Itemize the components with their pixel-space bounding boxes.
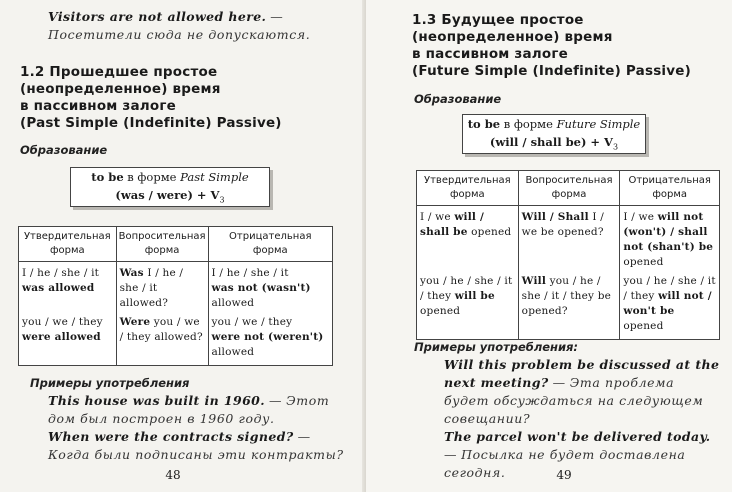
- formula-paren: (was / were) + V: [115, 188, 220, 202]
- cell-text: I / he / she / it: [211, 267, 289, 279]
- cell-text: opened: [420, 305, 461, 317]
- cell-text: allowed: [211, 346, 255, 358]
- cell-text: were allowed: [22, 331, 101, 343]
- cell-text: I / we: [420, 211, 451, 223]
- formula-aux: to be: [467, 117, 501, 131]
- cell-text: (won't) / shall not (shan't) be: [623, 226, 714, 253]
- top-example-en: Visitors are not allowed here.: [48, 9, 267, 24]
- heading-line-2: (неопределенное) время: [412, 29, 613, 45]
- formation-label: Образование: [20, 143, 108, 157]
- cell-text: will not: [657, 211, 704, 223]
- section-1-3-heading: [412, 12, 722, 80]
- formation-label: Образование: [414, 92, 502, 106]
- example-ru: Эта проблема будет обсуждаться на следующем совещании?: [444, 375, 704, 426]
- cell-text: Will / Shall: [521, 211, 589, 223]
- heading-line-4: (Future Simple (Indefinite) Passive): [412, 63, 691, 79]
- cell-text: I / he / she / it: [22, 267, 100, 279]
- top-example: [48, 8, 348, 44]
- example-item: When were the contracts signed? — Когда были подписаны эти контракты?: [48, 429, 344, 462]
- cell-text: I / we be opened?: [521, 211, 604, 238]
- cell-text: I / he / she / it allowed?: [119, 267, 184, 309]
- header-negative: Отрицательная форма: [620, 171, 720, 206]
- cell-text: opened: [471, 226, 512, 238]
- cell-text: will not / won't be: [623, 290, 712, 317]
- header-negative: Отрицательная форма: [208, 227, 332, 262]
- formula-box: [70, 167, 270, 207]
- example-en: The parcel won't be delivered today.: [444, 429, 711, 444]
- formula-tense: Future Simple: [556, 117, 641, 131]
- cell-text: you / we / they allowed?: [119, 316, 203, 343]
- example-ru: Посылка не будет доставлена сегодня.: [444, 447, 686, 480]
- cell-text: opened: [623, 320, 664, 332]
- cell-text: Will: [521, 275, 547, 287]
- cell-text: will /: [454, 211, 485, 223]
- cell-text: shall be: [420, 226, 468, 238]
- cell-text: you / we / they: [211, 316, 293, 328]
- formula-in-form: в форме: [127, 170, 177, 184]
- section-1-2-heading: [20, 64, 350, 132]
- example-en: Will this problem be discussed at the next meeting?: [444, 357, 720, 390]
- right-page: [366, 0, 732, 492]
- cell-text: will be: [454, 290, 495, 302]
- heading-line-1: 1.2 Прошедшее простое: [20, 64, 218, 80]
- cell-text: you / he / she / it / they: [420, 275, 513, 302]
- cell-text: I / we: [623, 211, 655, 223]
- heading-line-4: (Past Simple (Indefinite) Passive): [20, 115, 282, 131]
- formula-tense: Past Simple: [180, 170, 249, 184]
- heading-line-3: в пассивном залоге: [20, 98, 176, 114]
- formula-in-form: в форме: [503, 117, 553, 131]
- header-affirmative: Утвердительная форма: [19, 227, 117, 262]
- page-number: 49: [556, 468, 572, 482]
- cell-text: was allowed: [22, 282, 95, 294]
- cell-text: allowed: [211, 297, 255, 309]
- cell-text: opened: [623, 256, 664, 268]
- example-item: The parcel won't be delivered today. — Посылка не будет доставлена сегодня.: [444, 429, 711, 480]
- usage-examples: [48, 392, 348, 464]
- formula-sub: 3: [612, 142, 619, 152]
- example-en: When were the contracts signed?: [48, 429, 294, 444]
- formula-aux: to be: [91, 170, 124, 184]
- future-simple-table: [416, 170, 720, 340]
- cell-text: were not (weren't): [211, 331, 324, 343]
- cell-text: Were: [119, 316, 151, 328]
- top-example-dash: —: [270, 9, 284, 24]
- heading-line-1: 1.3 Будущее простое: [412, 12, 584, 28]
- heading-line-2: (неопределенное) время: [20, 81, 221, 97]
- example-ru: Когда были подписаны эти контракты?: [48, 447, 344, 462]
- top-example-ru: Посетители сюда не допускаются.: [48, 27, 311, 42]
- header-interrogative: Вопросительная форма: [116, 227, 208, 262]
- cell-text: you / he / she / it / they: [623, 275, 716, 302]
- formula-paren: (will / shall be) + V: [489, 135, 613, 149]
- usage-label: Примеры употребления: [30, 376, 190, 390]
- cell-text: was not (wasn't): [211, 282, 311, 294]
- page-number: 48: [165, 468, 181, 482]
- past-simple-table: [18, 226, 333, 366]
- table-row: [19, 262, 333, 314]
- cell-text: you / he / she / it / they be opened?: [521, 275, 612, 317]
- header-affirmative: Утвердительная форма: [417, 171, 519, 206]
- example-ru: Этот дом был построен в 1960 году.: [48, 393, 330, 426]
- formula-box: [462, 114, 646, 154]
- table-row: [19, 313, 333, 366]
- formula-sub: 3: [219, 195, 225, 205]
- example-item: Will this problem be discussed at the next meeting? — Эта проблема будет обсуждаться на следующем совещании?: [444, 357, 720, 426]
- example-en: This house was built in 1960.: [48, 393, 266, 408]
- example-item: This house was built in 1960. — Этот дом был построен в 1960 году.: [48, 393, 330, 426]
- heading-line-3: в пассивном залоге: [412, 46, 568, 62]
- usage-examples: [444, 356, 722, 482]
- cell-text: Was: [119, 267, 144, 279]
- usage-label: Примеры употребления:: [414, 340, 579, 354]
- table-row: [417, 206, 720, 273]
- cell-text: you / we / they: [22, 316, 103, 328]
- header-interrogative: Вопросительная форма: [518, 171, 620, 206]
- table-row: [417, 272, 720, 340]
